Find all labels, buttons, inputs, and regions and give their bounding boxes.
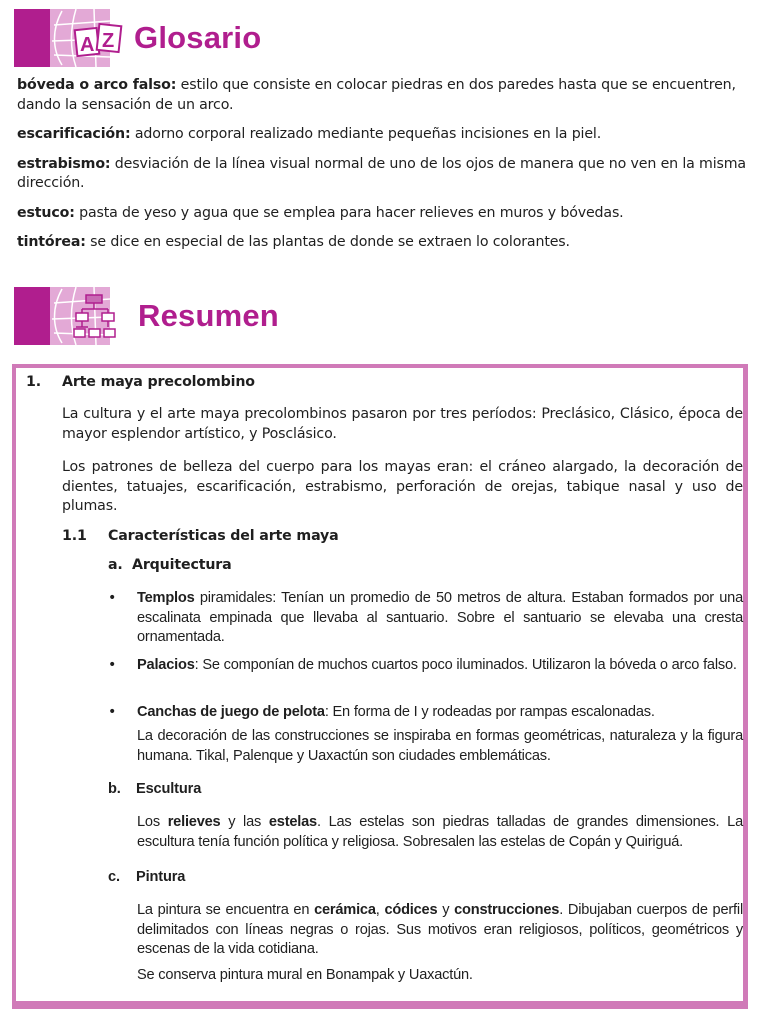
bullet-icon: •	[108, 590, 117, 606]
glossary-term: escarificación:	[17, 126, 131, 142]
svg-text:A: A	[80, 34, 95, 56]
glossary-entry	[17, 125, 752, 145]
glossary-entry	[17, 204, 752, 224]
summary-header	[14, 287, 279, 345]
glossary-definition: adorno corporal realizado mediante pequeñas incisiones en la piel.	[130, 126, 602, 142]
painting-note: Se conserva pintura mural en Bonampak y Uaxactún.	[137, 967, 473, 983]
glossary-term: bóveda o arco falso:	[17, 77, 177, 93]
section-title: Arte maya precolombino	[62, 374, 255, 390]
bullet-item: Palacios: Se componían de muchos cuartos poco iluminados. Utilizaron la bóveda o arco falso.	[137, 657, 737, 673]
svg-text:Z: Z	[102, 30, 115, 52]
section-number: 1.	[26, 374, 41, 390]
bullet-icon: •	[108, 704, 117, 720]
glossary-entry	[17, 155, 752, 194]
glossary-title: Glosario	[134, 20, 262, 55]
glossary-entry	[17, 233, 752, 253]
glossary-term: estrabismo:	[17, 155, 111, 172]
glossary-term: estuco:	[17, 204, 75, 221]
painting-paragraph: La pintura se encuentra en cerámica, códices y construcciones. Dibujaban cuerpos de perfil delimitados con líneas negras o rojas. Sus motivos eran religiosos, políticos, geométricos y escenas de la vida cotidiana.	[137, 902, 743, 957]
subsection-number: 1.1	[62, 528, 87, 544]
a-z-cards-icon	[14, 9, 124, 67]
architecture-note: La decoración de las construcciones se inspiraba en formas geométricas, naturaleza y la figura humana. Tikal, Palenque y Uaxactún son ciudades emblemáticas.	[137, 728, 743, 764]
glossary-header	[14, 9, 261, 67]
subsection-title: Características del arte maya	[108, 528, 339, 544]
glossary-definition: se dice en especial de las plantas de donde se extraen lo colorantes.	[85, 234, 570, 250]
bullet-item: Canchas de juego de pelota: En forma de I y rodeadas por rampas escalonadas.	[137, 704, 655, 720]
sculpture-paragraph: Los relieves y las estelas. Las estelas son piedras talladas de grandes dimensiones. La escultura tenía función política y religiosa. Sobresalen las estelas de Copán y Quiriguá.	[137, 814, 743, 850]
glossary-term: tintórea:	[17, 234, 86, 250]
glossary-definition: desviación de la línea visual normal de uno de los ojos de manera que no ven en la misma dirección.	[17, 155, 746, 191]
subheading-painting: c. Pintura	[108, 869, 186, 885]
section-paragraph: Los patrones de belleza del cuerpo para los mayas eran: el cráneo alargado, la decoración de dientes, tatuajes, escarificación, estrabismo, perforación de orejas, tabique nasal y uso de plumas.	[62, 459, 743, 514]
org-chart-icon	[14, 287, 124, 345]
glossary-definition: estilo que consiste en colocar piedras en dos paredes hasta que se encuentren, dando la sensación de un arco.	[17, 77, 736, 113]
glossary-entry	[17, 76, 752, 115]
bullet-item: Templos piramidales: Tenían un promedio de 50 metros de altura. Estaban formados por una escalinata empinada que llevaba al santuario. Sobre el santuario se elevaba una cresta ornamentada.	[137, 590, 743, 645]
glossary-definition: pasta de yeso y agua que se emplea para hacer relieves en muros y bóvedas.	[74, 204, 624, 221]
section-paragraph: La cultura y el arte maya precolombinos pasaron por tres períodos: Preclásico, Clásico, época de mayor esplendor artístico, y Posclásico.	[62, 406, 743, 442]
subheading-architecture: a. Arquitectura	[108, 557, 232, 573]
subheading-sculpture: b. Escultura	[108, 781, 202, 797]
summary-title: Resumen	[138, 298, 279, 333]
glossary-list	[17, 76, 752, 263]
bullet-icon: •	[108, 657, 117, 673]
